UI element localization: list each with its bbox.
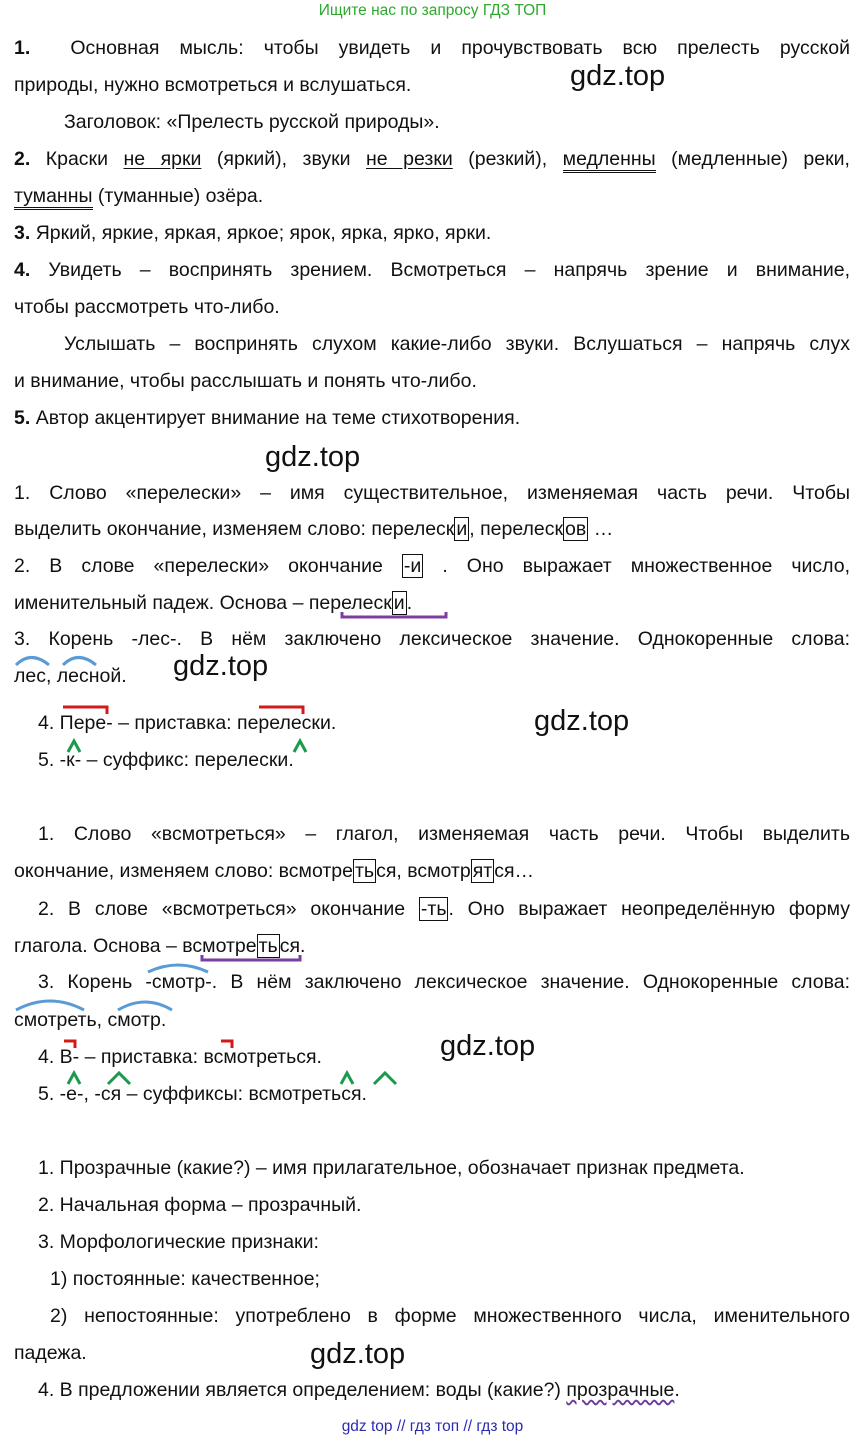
watermark: gdz.top <box>310 1338 406 1370</box>
ending-box: и <box>456 518 468 540</box>
vsmotr-line-4: глагола. Основа – всмотре ть ся. <box>14 935 306 957</box>
watermark: gdz.top <box>534 705 630 737</box>
answer-3: 3. Яркий, яркие, яркая, яркое; ярок, ярка, ярко, ярки. <box>14 222 492 244</box>
prozrach-line-6: падежа. <box>14 1342 87 1364</box>
perelesk-line-3: 2. В слове «перелески» окончание -и . Оно выражает множественное число, <box>14 555 851 577</box>
perelesk-line-8: 5. -к- – суффикс: перелески. <box>38 749 294 771</box>
vsmotr-line-8: 5. -е-, -ся – суффиксы: всмотреться. <box>38 1083 367 1105</box>
stem: всмотре <box>182 935 257 957</box>
watermark: gdz.top <box>265 441 361 473</box>
search-hint[interactable]: Ищите нас по запросу ГДЗ ТОП <box>318 2 547 19</box>
prozrach-line-5: 2) непостоянные: употреблено в форме множественного числа, именительного <box>50 1305 850 1327</box>
vsmotr-line-7: 4. В- – приставка: всмотреться. <box>38 1046 322 1068</box>
prozrach-line-4: 1) постоянные: качественное; <box>50 1268 320 1290</box>
answer-1-title: Заголовок: «Прелесть русской природы». <box>64 111 440 133</box>
watermark: gdz.top <box>570 60 666 92</box>
answer-5: 5. Автор акцентирует внимание на теме стихотворения. <box>14 407 521 429</box>
answer-4-line-2: чтобы рассмотреть что-либо. <box>14 296 280 318</box>
underlined-predicate: не резки <box>366 148 453 170</box>
vsmotr-line-2: окончание, изменяем слово: всмотре ть ся, всмотр ят ся… <box>14 860 535 882</box>
watermark: gdz.top <box>173 650 269 682</box>
underlined-predicate: не ярки <box>123 148 202 170</box>
suffix-mark <box>374 1073 396 1084</box>
answer-2-line-1: 2. Краски не ярки (яркий), звуки не резки (резкий), медленны (медленные) реки, <box>14 147 850 171</box>
double-underlined-predicate: медленны <box>563 148 656 173</box>
answer-1-line-1: 1. Основная мысль: чтобы увидеть и прочувствовать всю прелесть русской <box>14 37 850 59</box>
watermark: gdz.top <box>440 1030 536 1062</box>
ending-box: ов <box>565 518 587 540</box>
ending-box: и <box>393 592 405 614</box>
vsmotr-line-6: смотреть, смотр. <box>14 1009 167 1031</box>
prozrach-line-3: 3. Морфологические признаки: <box>38 1231 319 1253</box>
ending-box: ть <box>354 860 375 882</box>
answer-4-line-3: Услышать – воспринять слухом какие-либо звуки. Вслушаться – напрячь слух <box>64 333 850 355</box>
answer-1-line-2: природы, нужно всмотреться и вслушаться. <box>14 74 412 96</box>
stem: перелеск <box>308 592 392 614</box>
answer-2-line-2: туманны (туманные) озёра. <box>14 184 263 208</box>
double-underlined-predicate: туманны <box>14 185 93 210</box>
perelesk-line-7: 4. Пере- – приставка: перелески. <box>38 712 337 734</box>
vsmotr-line-3: 2. В слове «всмотреться» окончание -ть . Оно выражает неопределённую форму <box>38 898 851 920</box>
vsmotr-line-5: 3. Корень -смотр-. В нём заключено лексическое значение. Однокоренные слова: <box>38 971 850 993</box>
prozrach-line-1: 1. Прозрачные (какие?) – имя прилагательное, обозначает признак предмета. <box>38 1157 745 1179</box>
prozrach-line-7: 4. В предложении является определением: воды (какие?) прозрачные. <box>38 1379 680 1401</box>
ending-box: -ть <box>420 898 447 920</box>
wavy-underlined-word: прозрачные <box>566 1379 675 1401</box>
perelesk-line-5: 3. Корень -лес-. В нём заключено лексическое значение. Однокоренные слова: <box>14 628 850 650</box>
answer-4-line-4: и внимание, чтобы расслышать и понять что-либо. <box>14 370 477 392</box>
footer-links[interactable]: gdz top // гдз топ // гдз top <box>341 1418 524 1435</box>
suffix-mark <box>294 741 306 752</box>
perelesk-line-1: 1. Слово «перелески» – имя существительное, изменяемая часть речи. Чтобы <box>14 482 850 504</box>
ending-box: ят <box>472 860 493 882</box>
perelesk-line-4: именительный падеж. Основа – перелеск и . <box>14 592 413 614</box>
ending-box: ть <box>258 935 278 957</box>
answer-4-line-1: 4. Увидеть – воспринять зрением. Всмотреться – напрячь зрение и внимание, <box>14 259 850 281</box>
ending-box: -и <box>403 555 422 577</box>
perelesk-line-6: лес, лесной. <box>14 665 127 687</box>
perelesk-line-2: выделить окончание, изменяем слово: перелеск и , перелеск ов … <box>14 518 614 540</box>
prozrach-line-2: 2. Начальная форма – прозрачный. <box>38 1194 362 1216</box>
vsmotr-line-1: 1. Слово «всмотреться» – глагол, изменяемая часть речи. Чтобы выделить <box>38 823 850 845</box>
